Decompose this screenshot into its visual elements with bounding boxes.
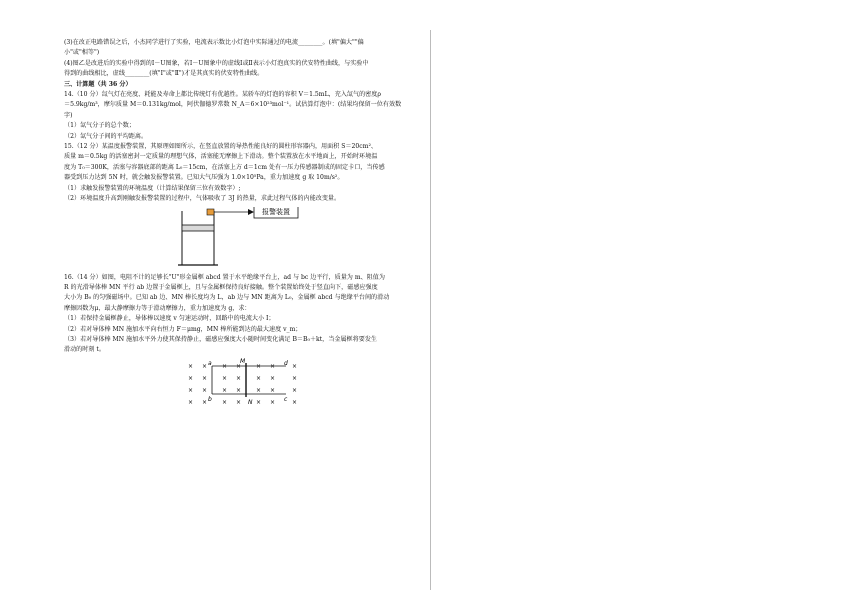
- field-cross: ×: [222, 386, 228, 394]
- p15-line4: 器受到压力达到 5N 时，就会触发报警装置。已知大气压强为 1.0×10⁵Pa，重力加速度 g 取 10m/s²。: [64, 174, 344, 182]
- p16-sub3b: 滑动的时刻 t。: [64, 346, 105, 354]
- p14-sub1: （1）氙气分子的总个数；: [64, 122, 135, 130]
- field-cross: ×: [270, 374, 276, 382]
- field-cross: ×: [256, 374, 262, 382]
- piston: [182, 225, 214, 231]
- magnetic-field-figure: [64, 358, 428, 410]
- label-a: a: [208, 359, 212, 367]
- field-crosses: [188, 363, 297, 406]
- left-column: [64, 38, 428, 410]
- p15-line1: 15.（12 分）某温度报警装置，其原理如图所示，在竖直放置的导热性能良好的圆柱形容器内，用面积 S＝20cm²、: [64, 143, 378, 151]
- field-cross: ×: [270, 398, 276, 406]
- q3-line1: (3)在改正电路错误之后，小杰同学进行了实验，电流表示数比小灯泡中实际通过的电流________。(填"偏大""偏: [64, 39, 364, 46]
- p14-line2: ＝5.9kg/m³，摩尔质量 M＝0.131kg/mol，阿伏伽德罗常数 N_A＝6×10²³mol⁻¹。试估算灯泡中：(结果均保留一位有效数: [64, 101, 402, 109]
- problem-16: [64, 273, 428, 356]
- p16-line2: R 的光滑导体棒 MN 平行 ab 边置于金属框上，且与金属框保持良好接触。整个装置始终处于竖直向下，磁感应强度: [64, 283, 378, 291]
- field-cross: ×: [188, 374, 194, 382]
- field-cross: ×: [256, 362, 262, 370]
- label-c: c: [284, 395, 288, 403]
- alarm-device-diagram: [64, 207, 428, 269]
- label-m: M: [240, 357, 246, 365]
- problem-14: [64, 90, 428, 142]
- field-cross: ×: [188, 386, 194, 394]
- p15-sub2: （2）环境温度升高到刚触发报警装置的过程中，气体吸收了 3J 的热量，求此过程气体的内能改变量。: [64, 195, 341, 203]
- section-heading: 三、计算题（共 36 分）: [64, 80, 132, 88]
- field-cross: ×: [292, 398, 298, 406]
- p15-line2: 质量 m＝0.5kg 的活塞密封一定质量的理想气体，活塞能无摩擦上下滑动。整个装置放在水平地面上，开始时环境温: [64, 153, 378, 161]
- p16-line3: 大小为 B₀ 的匀强磁场中。已知 ab 边、MN 棒长度均为 L，ab 边与 MN 距离为 L₀，金属框 abcd 与绝缘平台间的滑动: [64, 294, 390, 302]
- p16-line4: 摩擦因数为μ，最大静摩擦力等于滑动摩擦力，重力加速度为 g，求：: [64, 304, 251, 312]
- label-b: b: [208, 395, 212, 403]
- field-cross: ×: [292, 386, 298, 394]
- p16-sub1: （1）若保持金属框静止，导体棒以速度 v 匀速运动时，回路中的电流大小 I；: [64, 315, 275, 323]
- p16-line1: 16.（14 分）如图，电阻不计的足够长"U"形金属框 abcd 置于水平绝缘平台上，ad 与 bc 边平行，质量为 m、阻值为: [64, 273, 385, 281]
- field-cross: ×: [222, 374, 228, 382]
- field-cross: ×: [256, 386, 262, 394]
- column-divider: [430, 30, 431, 590]
- field-cross: ×: [236, 374, 242, 382]
- p16-sub3: （3）若对导体棒 MN 施加水平外力使其保持静止，磁感应强度大小随时间变化满足 B＝B₀＋kt，当金属框将要发生: [64, 335, 378, 343]
- field-cross: ×: [270, 386, 276, 394]
- field-cross: ×: [292, 362, 298, 370]
- pressure-sensor: [207, 209, 214, 215]
- p16-sub2: （2）若对导体棒 MN 施加水平向右恒力 F＝μmg，MN 棒所能到达的最大速度 v_m；: [64, 325, 302, 333]
- field-cross: ×: [202, 398, 208, 406]
- label-n: N: [248, 398, 253, 406]
- field-cross: ×: [202, 386, 208, 394]
- field-cross: ×: [188, 362, 194, 370]
- field-cross: ×: [236, 362, 242, 370]
- field-cross: ×: [256, 398, 262, 406]
- q3-text: [64, 38, 428, 59]
- field-cross: ×: [202, 374, 208, 382]
- arrow-head: [248, 209, 254, 215]
- q4-line2: 得到的曲线相比，虚线________(填"Ⅰ"或"Ⅱ")才是其真实的伏安特性曲线。: [64, 70, 264, 78]
- field-cross: ×: [222, 398, 228, 406]
- p14-sub2: （2）氙气分子间的平均距离。: [64, 132, 148, 140]
- p15-line3: 度为 T₀＝300K，活塞与容器底部的距离 L₀＝15cm，在活塞上方 d＝1cm 处有一压力传感器制成的固定卡口，当传感: [64, 163, 385, 171]
- field-cross: ×: [292, 374, 298, 382]
- field-cross: ×: [222, 362, 228, 370]
- p14-line1: 14.（10 分）氙气灯在亮度、耗能及寿命上都比传统灯有优越性。某轿车的灯泡的容积 V＝1.5mL，充入氙气的密度ρ: [64, 91, 381, 99]
- field-cross: ×: [236, 398, 242, 406]
- p15-sub1: （1）求触发报警装置的环境温度（计算结果保留三位有效数字）;: [64, 184, 241, 192]
- problem-15: [64, 142, 428, 204]
- field-cross: ×: [270, 362, 276, 370]
- label-d: d: [284, 359, 288, 367]
- alarm-device-figure: [64, 207, 428, 269]
- alarm-label: 报警装置: [262, 207, 290, 216]
- field-cross: ×: [188, 398, 194, 406]
- q3-line2: 小"或"相等"): [64, 49, 100, 57]
- p14-line3: 字): [64, 111, 73, 119]
- field-cross: ×: [236, 386, 242, 394]
- field-cross: ×: [202, 362, 208, 370]
- metal-frame-diagram: [64, 358, 428, 410]
- q4-line1: (4)图乙是改进后的实验中得到的I－U图象，若I－U图象中的虚线Ⅰ或Ⅱ表示小灯泡真实的伏安特性曲线，与实验中: [64, 59, 369, 67]
- q4-text: [64, 59, 428, 80]
